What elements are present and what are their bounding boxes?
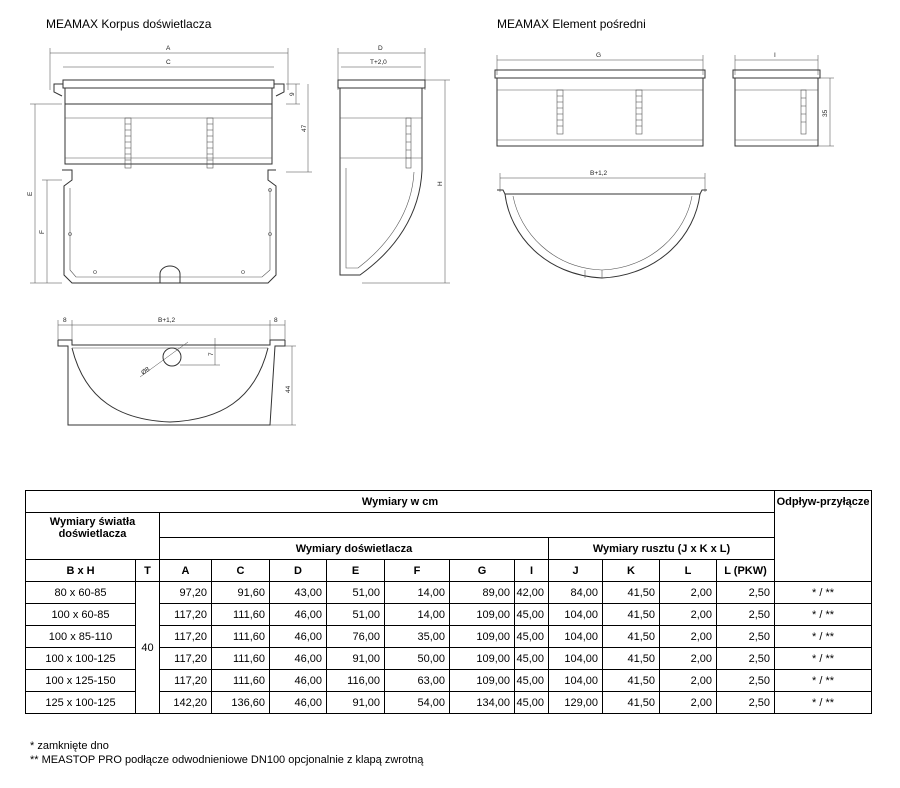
cell-value: 45,00 (515, 692, 549, 714)
cell-drain: * / ** (775, 604, 872, 626)
cell-value: 51,00 (327, 604, 385, 626)
cell-bh: 100 x 100-125 (26, 648, 136, 670)
cell-value: 41,50 (603, 648, 660, 670)
dim-8-right-label: 8 (274, 317, 278, 324)
cell-value: 111,60 (212, 626, 270, 648)
cell-value: 2,50 (717, 604, 775, 626)
dim-g-label: G (596, 52, 602, 59)
footnote-1: * zamknięte dno (30, 740, 109, 752)
cell-value: 117,20 (160, 604, 212, 626)
slot-column-left (125, 118, 131, 168)
col-k: K (603, 560, 660, 582)
cell-value: 63,00 (385, 670, 450, 692)
cell-value: 41,50 (603, 692, 660, 714)
col-l: L (660, 560, 717, 582)
cell-value: 2,50 (717, 648, 775, 670)
cell-value: 46,00 (270, 692, 327, 714)
element-arc-view (497, 170, 707, 278)
col-e: E (327, 560, 385, 582)
dimensions-table (25, 490, 872, 714)
col-lpkw: L (PKW) (717, 560, 775, 582)
dim-e-label: E (27, 191, 34, 196)
col-g: G (450, 560, 515, 582)
header-main: Wymiary w cm (26, 491, 775, 513)
cell-value: 134,00 (450, 692, 515, 714)
cell-value: 104,00 (549, 670, 603, 692)
bottom-view (58, 317, 296, 425)
dim-35-label: 35 (822, 109, 829, 117)
cell-value: 2,50 (717, 582, 775, 604)
cell-value: 45,00 (515, 604, 549, 626)
cell-value: 104,00 (549, 604, 603, 626)
cell-drain: * / ** (775, 626, 872, 648)
cell-value: 91,00 (327, 648, 385, 670)
cell-value: 142,20 (160, 692, 212, 714)
cell-value: 41,50 (603, 604, 660, 626)
dim-7-label: 7 (208, 352, 215, 356)
cell-drain: * / ** (775, 670, 872, 692)
cell-value: 2,00 (660, 582, 717, 604)
cell-value: 2,00 (660, 648, 717, 670)
col-i: I (515, 560, 549, 582)
cell-value: 91,00 (327, 692, 385, 714)
cell-drain: * / ** (775, 692, 872, 714)
cell-value: 50,00 (385, 648, 450, 670)
cell-value: 117,20 (160, 670, 212, 692)
cell-bh: 100 x 125-150 (26, 670, 136, 692)
cell-value: 109,00 (450, 670, 515, 692)
dim-i-label: I (774, 52, 776, 59)
cell-drain: * / ** (775, 648, 872, 670)
cell-value: 35,00 (385, 626, 450, 648)
dim-47-label: 47 (301, 124, 308, 132)
header-drain: Odpływ-przyłącze (775, 491, 872, 582)
cell-value: 2,50 (717, 670, 775, 692)
cell-value: 2,00 (660, 670, 717, 692)
cell-value: 41,50 (603, 582, 660, 604)
cell-t: 40 (136, 582, 160, 714)
cell-value: 2,50 (717, 626, 775, 648)
element-side-view (733, 52, 834, 146)
cell-value: 46,00 (270, 670, 327, 692)
col-j: J (549, 560, 603, 582)
cell-value: 54,00 (385, 692, 450, 714)
cell-value: 45,00 (515, 670, 549, 692)
cell-value: 41,50 (603, 670, 660, 692)
korpus-title: MEAMAX Korpus doświetlacza (46, 17, 212, 31)
cell-value: 89,00 (450, 582, 515, 604)
cell-value: 2,00 (660, 626, 717, 648)
cell-value: 51,00 (327, 582, 385, 604)
dim-phi-label: Ø8 (140, 365, 152, 377)
table-row (26, 582, 872, 604)
dim-d-label: D (378, 45, 383, 52)
cell-value: 76,00 (327, 626, 385, 648)
cell-bh: 100 x 85-110 (26, 626, 136, 648)
cell-value: 42,00 (515, 582, 549, 604)
cell-value: 111,60 (212, 670, 270, 692)
dim-b12-body-label: B+1,2 (158, 317, 176, 324)
column-header-row (26, 560, 872, 582)
header-body: Wymiary doświetlacza (160, 538, 549, 560)
dim-f-label: F (39, 230, 46, 234)
cell-value: 116,00 (327, 670, 385, 692)
col-bh: B x H (26, 560, 136, 582)
cell-value: 109,00 (450, 648, 515, 670)
dim-44-label: 44 (285, 385, 292, 393)
element-title: MEAMAX Element pośredni (497, 17, 646, 31)
cell-value: 43,00 (270, 582, 327, 604)
dim-a-label: A (166, 45, 171, 52)
col-f: F (385, 560, 450, 582)
cell-value: 2,00 (660, 692, 717, 714)
cell-value: 104,00 (549, 626, 603, 648)
cell-value: 2,00 (660, 604, 717, 626)
cell-value: 111,60 (212, 648, 270, 670)
cell-value: 97,20 (160, 582, 212, 604)
cell-value: 136,60 (212, 692, 270, 714)
cell-drain: * / ** (775, 582, 872, 604)
cell-bh: 100 x 60-85 (26, 604, 136, 626)
cell-bh: 80 x 60-85 (26, 582, 136, 604)
cell-value: 117,20 (160, 648, 212, 670)
slot-column-right (207, 118, 213, 168)
col-t: T (136, 560, 160, 582)
cell-value: 41,50 (603, 626, 660, 648)
col-a: A (160, 560, 212, 582)
cell-value: 109,00 (450, 604, 515, 626)
cell-value: 91,60 (212, 582, 270, 604)
front-view (27, 45, 312, 283)
cell-value: 109,00 (450, 626, 515, 648)
footnote-2: ** MEASTOP PRO podłącze odwodnieniowe DN100 opcjonalnie z klapą zwrotną (30, 754, 424, 766)
cell-value: 14,00 (385, 582, 450, 604)
dim-t-label: T+2,0 (370, 59, 387, 66)
cell-value: 2,50 (717, 692, 775, 714)
dim-b12-element-label: B+1,2 (590, 170, 608, 177)
cell-value: 46,00 (270, 648, 327, 670)
header-light: Wymiary światła doświetlacza (26, 513, 160, 560)
col-c: C (212, 560, 270, 582)
side-view (338, 45, 450, 283)
header-grate: Wymiary rusztu (J x K x L) (549, 538, 775, 560)
dim-8-left-label: 8 (63, 317, 67, 324)
cell-value: 45,00 (515, 648, 549, 670)
dim-c-label: C (166, 59, 171, 66)
col-d: D (270, 560, 327, 582)
dim-h-label: H (437, 181, 444, 186)
cell-value: 84,00 (549, 582, 603, 604)
cell-value: 14,00 (385, 604, 450, 626)
cell-value: 117,20 (160, 626, 212, 648)
cell-value: 46,00 (270, 604, 327, 626)
cell-value: 111,60 (212, 604, 270, 626)
dim-9-label: 9 (289, 92, 296, 96)
cell-value: 104,00 (549, 648, 603, 670)
element-front-view (495, 52, 705, 146)
cell-value: 46,00 (270, 626, 327, 648)
cell-value: 45,00 (515, 626, 549, 648)
cell-value: 129,00 (549, 692, 603, 714)
cell-bh: 125 x 100-125 (26, 692, 136, 714)
